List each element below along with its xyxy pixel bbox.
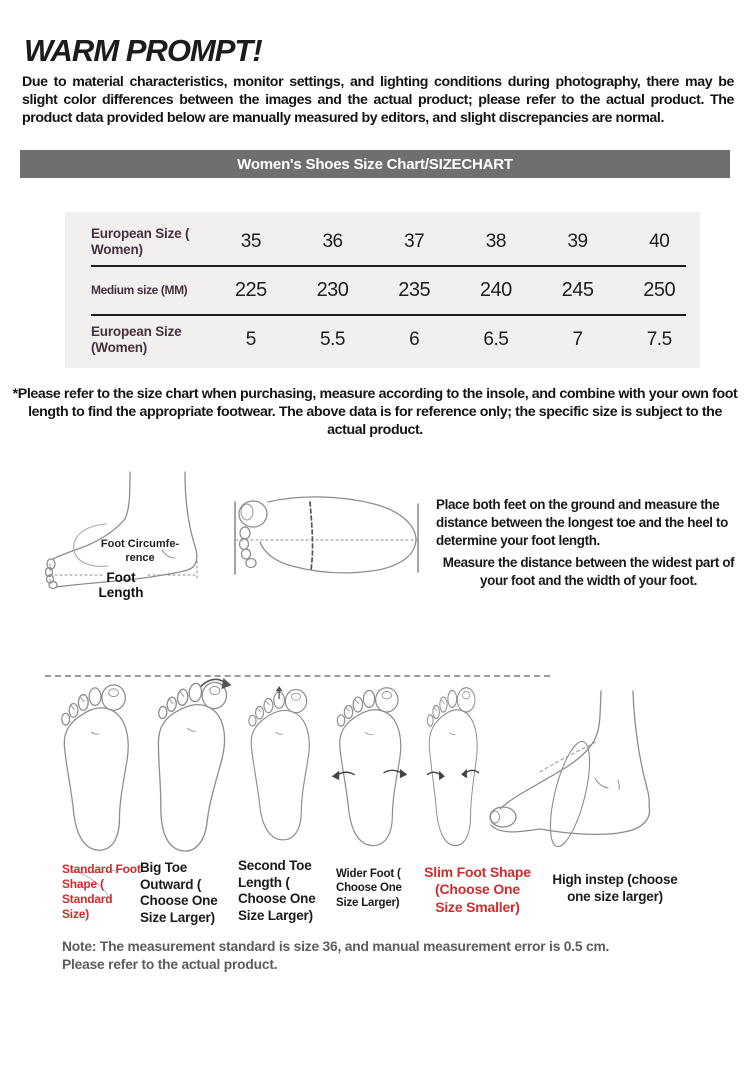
table-divider (91, 314, 686, 316)
standard-foot-sketch (52, 681, 140, 857)
slim-foot-label: Slim Foot Shape (Choose One Size Smaller) (424, 864, 531, 915)
big-toe-outward-label: Big Toe Outward ( Choose One Size Larger) (140, 860, 218, 926)
foot-width-instruction: Measure the distance between the widest part of your foot and the width of your foot. (442, 555, 735, 589)
foot-circumference-label: Foot Circumfe-rence (100, 538, 180, 565)
page-title: WARM PROMPT! (24, 33, 262, 68)
high-instep-foot-sketch (482, 688, 680, 848)
size-cell: 235 (398, 279, 431, 301)
table-row-mm-size (65, 268, 700, 313)
size-cell: 39 (567, 230, 588, 252)
size-cell: 230 (316, 279, 349, 301)
size-cell: 6 (409, 328, 420, 350)
wider-foot-label: Wider Foot ( Choose One Size Larger) (336, 868, 402, 909)
big-toe-outward-foot-sketch (142, 676, 234, 858)
row-label: European Size (Women) (91, 323, 182, 355)
foot-length-label: Foot Length (98, 570, 144, 601)
foot-top-view-sketch (232, 488, 422, 580)
wider-foot-sketch (328, 684, 412, 852)
measuring-instructions (436, 496, 741, 590)
size-cell: 36 (322, 230, 343, 252)
size-cell: 5 (245, 328, 256, 350)
size-table (65, 212, 700, 368)
size-cell: 37 (404, 230, 425, 252)
size-chart-note: *Please refer to the size chart when purchasing, measure according to the insole, and combine with your own foot length to find the appropriate footwear. The above data is for reference only; the specific size is subject to the actual product. (12, 386, 738, 439)
measurement-note: Note: The measurement standard is size 36, and manual measurement error is 0.5 cm. Please refer to the actual product. (62, 939, 610, 973)
standard-foot-label: Standard Foot Shape ( Standard Size) (62, 862, 141, 921)
row-label: European Size ( Women) (91, 225, 190, 257)
banner-label: Women's Shoes Size Chart/SIZECHART (237, 155, 513, 173)
slim-foot-sketch (420, 684, 486, 852)
high-instep-label: High instep (choose one size larger) (552, 872, 678, 904)
table-divider (91, 265, 686, 267)
size-cell: 240 (479, 279, 512, 301)
size-cell: 250 (643, 279, 676, 301)
size-cell: 7 (572, 328, 583, 350)
size-chart-banner (20, 150, 730, 178)
size-cell: 225 (234, 279, 267, 301)
second-toe-length-label: Second Toe Length ( Choose One Size Larger) (238, 858, 316, 924)
foot-length-instruction: Place both feet on the ground and measure the distance between the longest toe and the heel to determine your foot length. (436, 497, 728, 548)
size-cell: 6.5 (483, 328, 509, 350)
second-toe-length-foot-sketch (240, 682, 320, 850)
size-cell: 245 (561, 279, 594, 301)
size-cell: 5.5 (320, 328, 345, 350)
size-cell: 7.5 (646, 328, 672, 350)
size-cell: 40 (649, 230, 670, 252)
table-row-eu-size (65, 219, 700, 264)
size-cell: 38 (485, 230, 506, 252)
row-label: Medium size (MM) (91, 283, 188, 298)
table-row-us-size (65, 317, 700, 362)
dotted-reference-line (45, 675, 550, 677)
size-cell: 35 (240, 230, 261, 252)
intro-text: Due to material characteristics, monitor settings, and lighting conditions during photography, there may be slight color differences between the images and the actual product; please refer to the actual product. The product data provided below are manually measured by editors, and slight discrepancies are normal. (22, 74, 734, 127)
